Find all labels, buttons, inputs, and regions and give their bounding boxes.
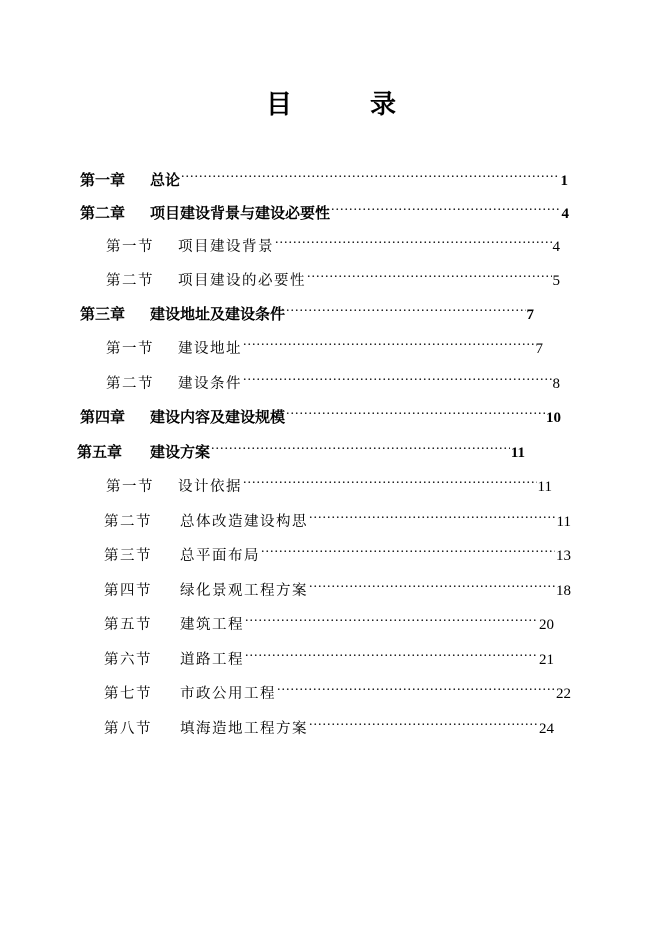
toc-page-number: 8 bbox=[552, 376, 560, 392]
toc-section-5-4[interactable] bbox=[104, 573, 571, 599]
toc-chapter-5[interactable] bbox=[77, 435, 525, 461]
toc-title: 总论 bbox=[150, 171, 181, 189]
toc-leader bbox=[275, 229, 552, 251]
toc-page-number: 22 bbox=[556, 686, 571, 702]
toc-leader bbox=[245, 607, 538, 629]
toc-label: 第六节 bbox=[104, 652, 152, 668]
toc-title: 绿化景观工程方案 bbox=[180, 583, 308, 599]
toc-label: 第四节 bbox=[104, 583, 152, 599]
toc-title: 建设地址 bbox=[178, 341, 242, 357]
toc-title: 设计依据 bbox=[178, 479, 242, 495]
toc-section-3-2[interactable] bbox=[106, 366, 560, 392]
toc-leader bbox=[245, 642, 538, 664]
toc-label: 第一节 bbox=[106, 341, 154, 357]
toc-title: 建设条件 bbox=[178, 376, 242, 392]
toc-title: 项目建设的必要性 bbox=[178, 273, 306, 289]
toc-label: 第一节 bbox=[106, 239, 154, 255]
toc-label: 第五章 bbox=[77, 443, 123, 461]
toc-label: 第二章 bbox=[80, 204, 126, 222]
toc-page-number: 13 bbox=[556, 548, 571, 564]
toc-label: 第五节 bbox=[104, 617, 152, 633]
toc-page-number: 20 bbox=[539, 617, 554, 633]
toc-label: 第三节 bbox=[104, 548, 152, 564]
toc-chapter-1[interactable] bbox=[80, 163, 568, 189]
toc-title: 项目建设背景与建设必要性 bbox=[150, 204, 331, 222]
toc-label: 第三章 bbox=[80, 305, 126, 323]
toc-page-number: 18 bbox=[556, 583, 571, 599]
toc-title: 建设内容及建设规模 bbox=[150, 408, 286, 426]
toc-label: 第四章 bbox=[80, 408, 126, 426]
toc-title: 项目建设背景 bbox=[178, 239, 274, 255]
toc-page-number: 21 bbox=[539, 652, 554, 668]
toc-section-5-2[interactable] bbox=[104, 504, 571, 530]
toc-page-number: 5 bbox=[552, 273, 560, 289]
toc-section-2-2[interactable] bbox=[106, 263, 560, 289]
toc-title: 填海造地工程方案 bbox=[180, 721, 308, 737]
toc-leader bbox=[243, 366, 552, 388]
toc-leader bbox=[331, 196, 560, 218]
toc-leader bbox=[261, 538, 555, 560]
page-title: 目 录 bbox=[265, 90, 422, 120]
toc-leader bbox=[309, 711, 538, 733]
toc-label: 第七节 bbox=[104, 686, 152, 702]
toc-chapter-2[interactable] bbox=[80, 196, 569, 222]
toc-title: 总平面布局 bbox=[180, 548, 260, 564]
toc-label: 第二节 bbox=[106, 376, 154, 392]
toc-section-3-1[interactable] bbox=[106, 331, 543, 357]
toc-page-number: 7 bbox=[535, 341, 543, 357]
toc-page-number: 1 bbox=[560, 173, 568, 189]
toc-section-5-7[interactable] bbox=[104, 676, 571, 702]
toc-section-5-3[interactable] bbox=[104, 538, 571, 564]
toc-page-number: 11 bbox=[537, 479, 552, 495]
toc-leader bbox=[277, 676, 555, 698]
toc-title: 总体改造建设构思 bbox=[180, 514, 308, 530]
toc-leader bbox=[243, 331, 535, 353]
toc-section-5-5[interactable] bbox=[104, 607, 554, 633]
toc-chapter-3[interactable] bbox=[80, 297, 534, 323]
toc-title: 市政公用工程 bbox=[180, 686, 276, 702]
toc-title: 道路工程 bbox=[180, 652, 244, 668]
toc-section-5-1[interactable] bbox=[106, 469, 552, 495]
toc-label: 第二节 bbox=[106, 273, 154, 289]
toc-label: 第一节 bbox=[106, 479, 154, 495]
toc-title: 建设地址及建设条件 bbox=[150, 305, 286, 323]
toc-label: 第一章 bbox=[80, 171, 126, 189]
toc-leader bbox=[309, 573, 555, 595]
toc-title: 建筑工程 bbox=[180, 617, 244, 633]
toc-page-number: 10 bbox=[546, 410, 561, 426]
toc-chapter-4[interactable] bbox=[80, 400, 561, 426]
toc-page-number: 11 bbox=[556, 514, 571, 530]
toc-title: 建设方案 bbox=[150, 443, 211, 461]
toc-page-number: 11 bbox=[510, 445, 525, 461]
toc-section-5-8[interactable] bbox=[104, 711, 554, 737]
toc-label: 第八节 bbox=[104, 721, 152, 737]
toc-section-5-6[interactable] bbox=[104, 642, 554, 668]
toc-leader bbox=[286, 400, 545, 422]
toc-leader bbox=[243, 469, 537, 491]
toc-page-number: 4 bbox=[552, 239, 560, 255]
toc-label: 第二节 bbox=[104, 514, 152, 530]
toc-leader bbox=[309, 504, 556, 526]
toc-page-number: 7 bbox=[526, 307, 534, 323]
toc-leader bbox=[286, 297, 525, 319]
toc-leader bbox=[181, 163, 559, 185]
toc-leader bbox=[307, 263, 552, 285]
toc-page-number: 24 bbox=[539, 721, 554, 737]
toc-section-2-1[interactable] bbox=[106, 229, 560, 255]
toc-page-number: 4 bbox=[561, 206, 569, 222]
toc-leader bbox=[211, 435, 510, 457]
